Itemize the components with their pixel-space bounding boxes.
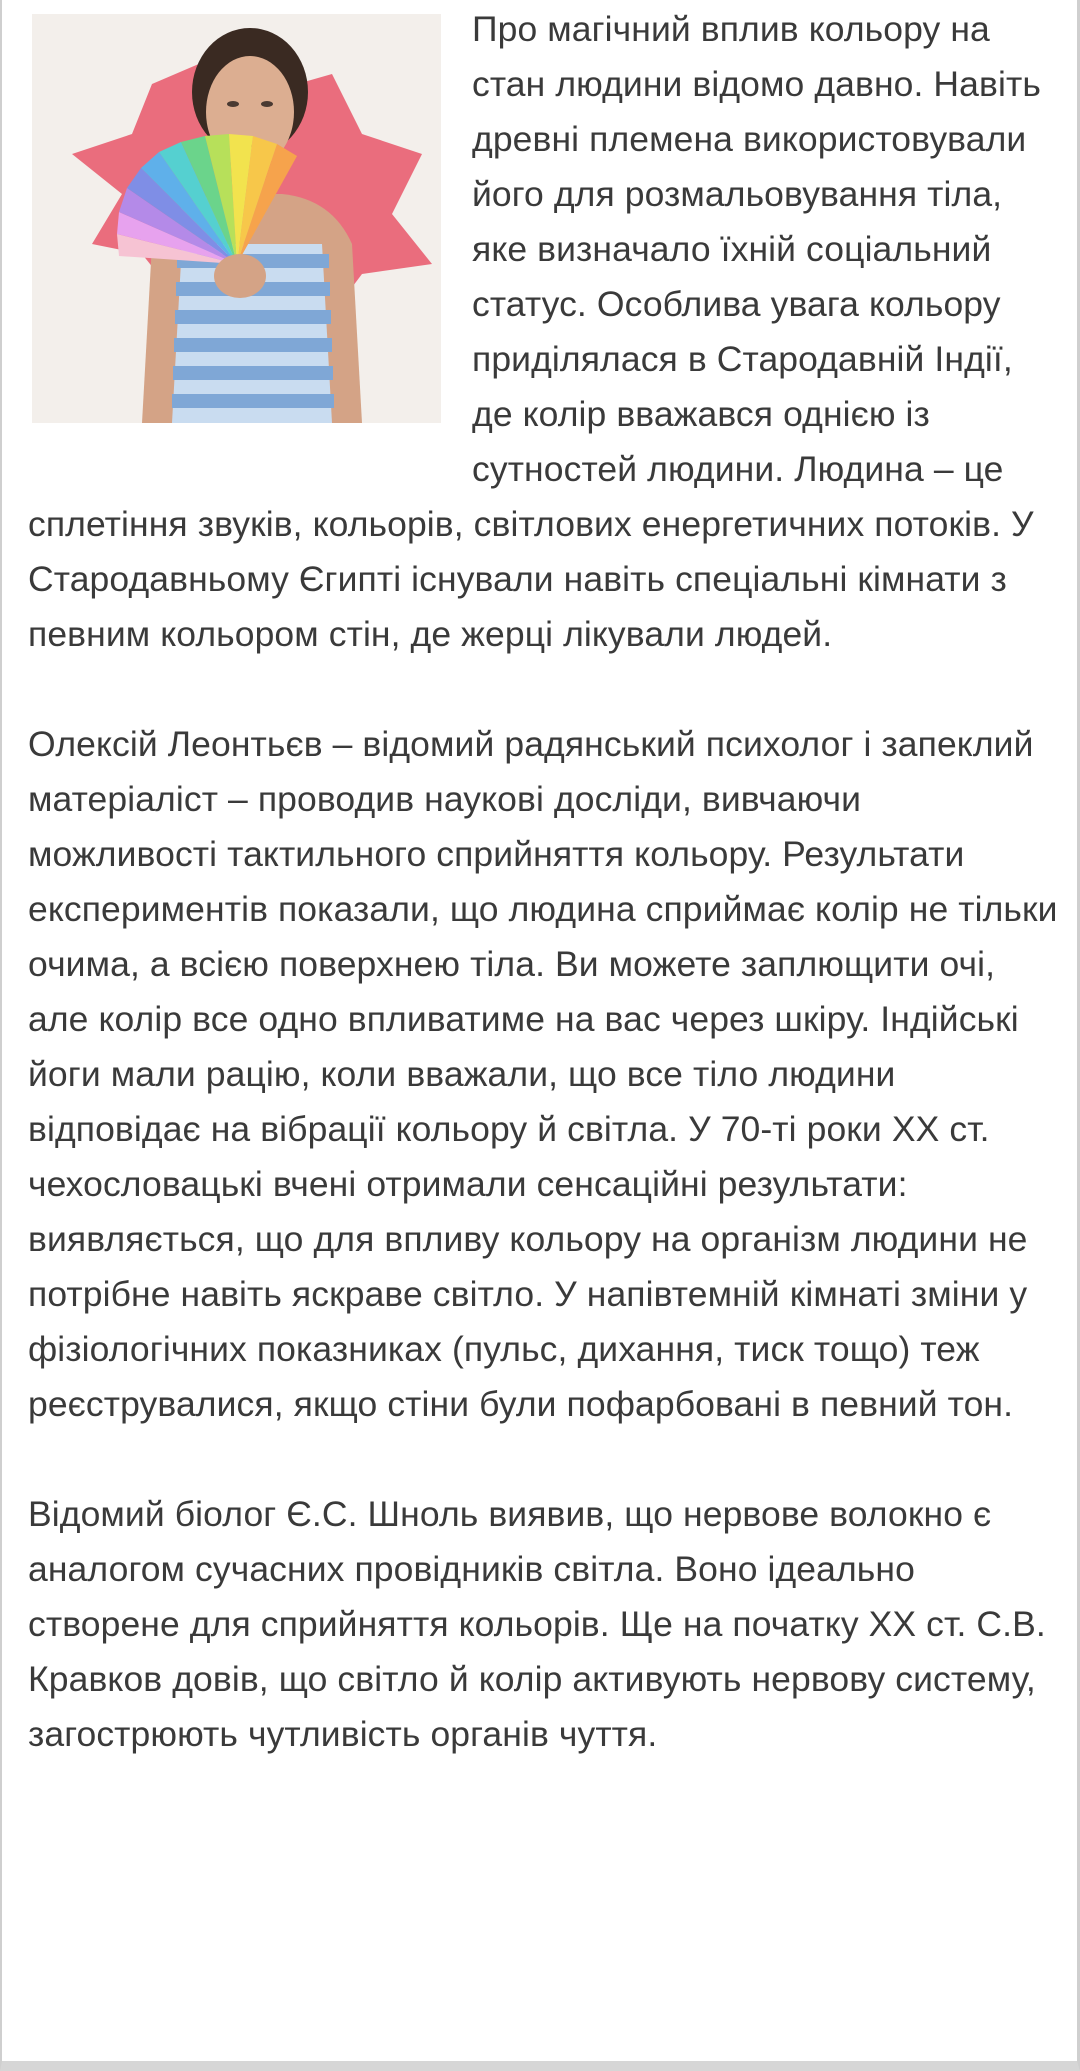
paragraph-3: Відомий біолог Є.С. Шноль виявив, що нервове волокно є аналогом сучасних провідників світла. Воно ідеально створене для сприйняття кольорів. Ще на початку ХХ ст. С.В. Кравков довів, що світло й колір активують нервову систему, загострюють чутливість органів чуття. <box>28 1494 1046 1754</box>
paragraph-1-text: Про магічний вплив кольору на стан людини відомо давно. Навіть древні племена використовували його для розмальовування тіла, яке визначало їхній соціальний статус. Особлива увага кольору приділялася в Стародавній Індії, де колір вважався однією із сутностей людини. Людина – це сплетіння звуків, кольорів, світлових енергетичних потоків. У Стародавньому Єгипті існували навіть спеціальні кімнати з певним кольором стін, де жерці лікували людей. <box>28 9 1041 654</box>
paragraph-2: Олексій Леонтьєв – відомий радянський психолог і запеклий матеріаліст – проводив наукові досліди, вивчаючи можливості тактильного сприйняття кольору. Результати експериментів показали, що людина сприймає колір не тільки очима, а всією поверхнею тіла. Ви можете заплющити очі, але колір все одно впливатиме на вас через шкіру. Індійські йоги мали рацію, коли вважали, що все тіло людини відповідає на вібрації кольору й світла. У 70-ті роки ХХ ст. чехословацькі вчені отримали сенсаційні результати: виявляється, що для впливу кольору на організм людини не потрібне навіть яскраве світло. У напівтемній кімнаті зміни у фізіологічних показниках (пульс, дихання, тиск тощо) теж реєструвалися, якщо стіни були пофарбовані в певний тон. <box>28 724 1058 1424</box>
woman-with-color-fan-image <box>32 14 441 423</box>
article-body <box>28 2 1058 1817</box>
paragraph-1 <box>28 2 1058 662</box>
article-photo <box>32 14 441 423</box>
